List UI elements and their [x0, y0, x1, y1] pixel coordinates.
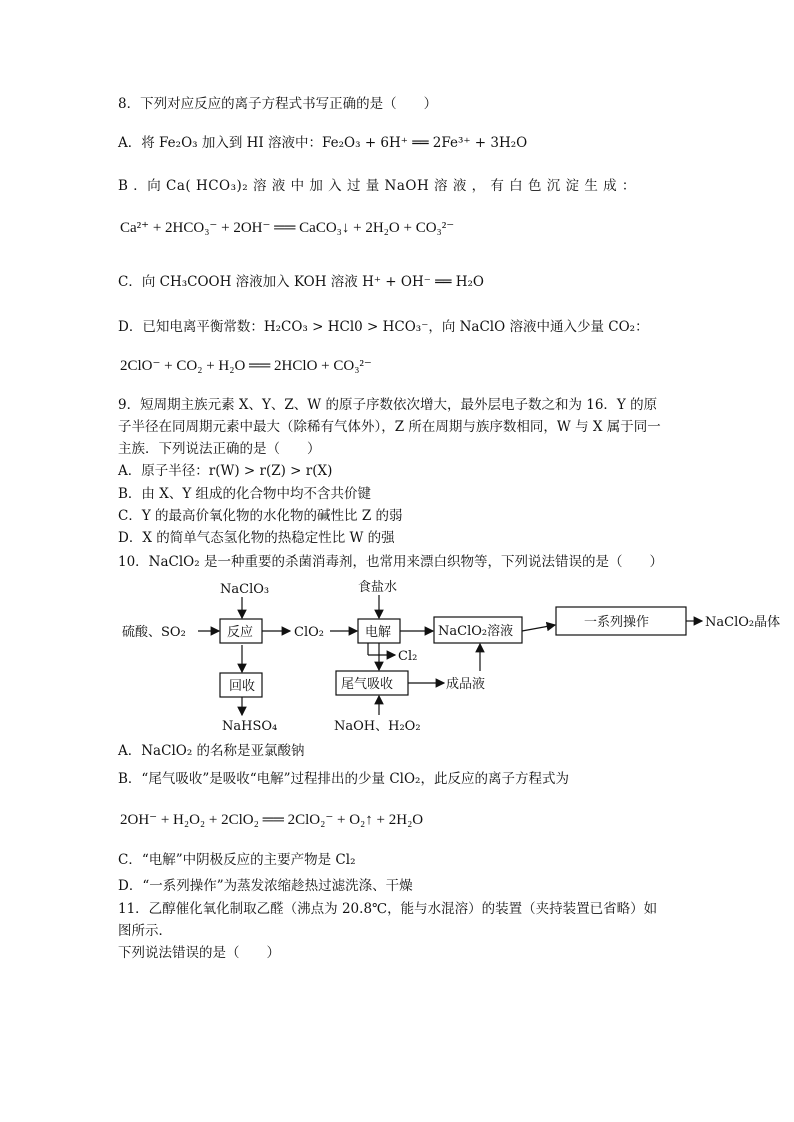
label-reagents: NaOH、H₂O₂ — [334, 719, 421, 734]
q9-stem-line3: 主族．下列说法正确的是（ ） — [118, 441, 321, 457]
q8-stem: 8．下列对应反应的离子方程式书写正确的是（ ） — [118, 96, 438, 112]
q10-stem: 10．NaClO₂ 是一种重要的杀菌消毒剂，也常用来漂白织物等，下列说法错误的是（ ） — [118, 554, 663, 570]
label-product: 成品液 — [446, 677, 486, 692]
label-nahso4: NaHSO₄ — [222, 719, 278, 734]
q11-stem-line1: 11．乙醇催化氧化制取乙醛（沸点为 20.8℃，能与水混溶）的装置（夹持装置已省略）如 — [118, 901, 658, 917]
label-clo2: ClO₂ — [294, 625, 324, 640]
label-operations: 一系列操作 — [584, 615, 650, 630]
q8-option-b: B ．向 Ca( HCO₃)₂ 溶 液 中 加 入 过 量 NaOH 溶 液 ， 有 白 色 沉 淀 生 成 ： — [118, 178, 636, 194]
q11-stem-line3: 下列说法错误的是（ ） — [118, 945, 280, 961]
q8-option-d: D．已知电离平衡常数：H₂CO₃ > HCl0 > HCO₃⁻，向 NaClO 溶液中通入少量 CO₂： — [118, 319, 649, 335]
process-flow-diagram — [0, 575, 794, 735]
q10-option-c: C．“电解”中阴极反应的主要产物是 Cl₂ — [118, 852, 356, 868]
label-recover: 回收 — [229, 679, 256, 694]
q10-option-a: A．NaClO₂ 的名称是亚氯酸钠 — [118, 743, 305, 759]
q11-stem-line2: 图所示． — [118, 923, 172, 939]
label-input: 硫酸、SO₂ — [122, 625, 186, 640]
label-solution: NaClO₂溶液 — [438, 624, 514, 639]
q8-option-a: A．将 Fe₂O₃ 加入到 HI 溶液中：Fe₂O₃ + 6H⁺ ══ 2Fe³⁺ + 3H₂O — [118, 135, 528, 151]
q10-option-d: D．“一系列操作”为蒸发浓缩趁热过滤洗涤、干燥 — [118, 878, 413, 894]
label-tail-gas: 尾气吸收 — [341, 677, 394, 692]
q10-option-b: B．“尾气吸收”是吸收“电解”过程排出的少量 ClO₂，此反应的离子方程式为 — [118, 771, 569, 787]
label-brine: 食盐水 — [358, 580, 398, 595]
q8-option-d-equation: 2ClO⁻ + CO₂ + H₂O ══ 2HClO + CO₃²⁻ — [120, 358, 372, 374]
q8-option-c: C．向 CH₃COOH 溶液加入 KOH 溶液 H⁺ + OH⁻ ══ H₂O — [118, 274, 484, 290]
q9-stem-line1: 9．短周期主族元素 X、Y、Z、W 的原子序数依次增大，最外层电子数之和为 16．Y 的原 — [118, 397, 658, 413]
q9-option-b: B．由 X、Y 组成的化合物中均不含共价键 — [118, 486, 372, 502]
label-reaction: 反应 — [227, 625, 254, 640]
label-crystal: NaClO₂晶体 — [705, 615, 781, 630]
q9-option-a: A．原子半径：r(W) > r(Z) > r(X) — [118, 463, 333, 479]
q8-option-b-equation: Ca²⁺ + 2HCO₃⁻ + 2OH⁻ ══ CaCO₃↓ + 2H₂O + CO₃²⁻ — [120, 220, 455, 236]
q9-option-c: C．Y 的最高价氧化物的水化物的碱性比 Z 的弱 — [118, 508, 403, 524]
label-cl2: Cl₂ — [398, 649, 418, 664]
q9-stem-line2: 子半径在同周期元素中最大（除稀有气体外），Z 所在周期与族序数相同，W 与 X 属于同一 — [118, 419, 661, 435]
q10-option-b-equation: 2OH⁻ + H₂O₂ + 2ClO₂ ══ 2ClO₂⁻ + O₂↑ + 2H₂O — [120, 812, 424, 828]
label-electrolysis: 电解 — [365, 625, 392, 640]
label-naclo3: NaClO₃ — [220, 582, 270, 597]
q9-option-d: D．X 的简单气态氢化物的热稳定性比 W 的强 — [118, 530, 395, 546]
